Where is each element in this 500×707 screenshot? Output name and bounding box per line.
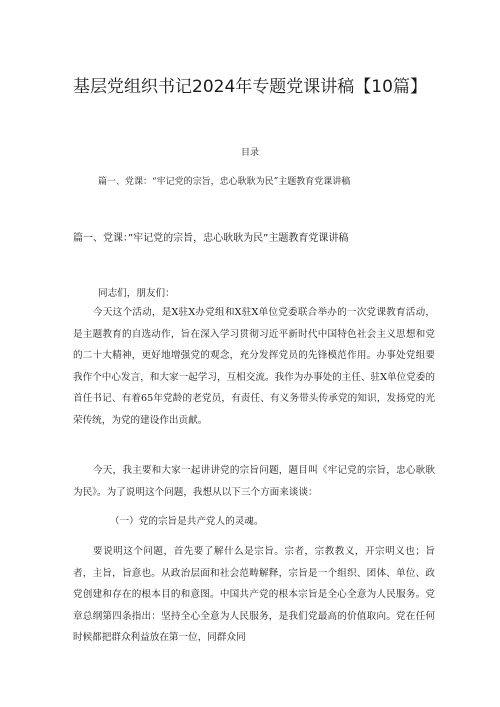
section-heading: 篇一、党课：”牢记党的宗旨，忠心耿耿为民”主题教育党课讲稿 <box>73 233 349 244</box>
body-paragraph: 今天这个活动，是X驻X办党组和X驻X单位党委联合举办的一次党课教育活动，是主题教育的自选动作，旨在深入学习贯彻习近平新时代中国特色社会主义思想和党的二十大精神，更好地增强党的观念，充分发挥党员的先锋模范作用。办事处党组要我作个中心发言，和大家一起学习，互相交流。我作为办事处的主任、驻X单位党委的首任书记、有着65年党龄的老党员，有责任、有义务带头传承党的知识，发扬党的光荣传统，为党的建设作出贡献。 <box>73 307 435 426</box>
subsection-heading: （一）党的宗旨是共产党人的灵魂。 <box>110 516 264 527</box>
toc-item[interactable]: 篇一、党课：“牢记党的宗旨，忠心耿耿为民”主题教育党课讲稿 <box>98 177 351 187</box>
document-title: 基层党组织书记2024年专题党课讲稿【10篇】 <box>73 77 427 97</box>
toc-heading: 目录 <box>240 148 259 158</box>
greeting: 同志们，朋友们： <box>98 288 175 299</box>
body-paragraph: 要说明这个问题，首先要了解什么是宗旨。宗者，宗教教义，开宗明义也；旨者，主旨，旨意也。从政治层面和社会范畴解释，宗旨是一个组织、团体、单位、政党创建和存在的根本目的和意图。中国共产党的根本宗旨是全心全意为人民服务。党章总纲第四条指出：坚持全心全意为人民服务，是我们党最高的价值取向。党在任何时候都把群众利益放在第一位，同群众同 <box>73 546 435 643</box>
body-paragraph: 今天，我主要和大家一起讲讲党的宗旨问题，题目叫《牢记党的宗旨，忠心耿耿为民》。为了说明这个问题，我想从以下三个方面来谈谈： <box>73 465 435 498</box>
